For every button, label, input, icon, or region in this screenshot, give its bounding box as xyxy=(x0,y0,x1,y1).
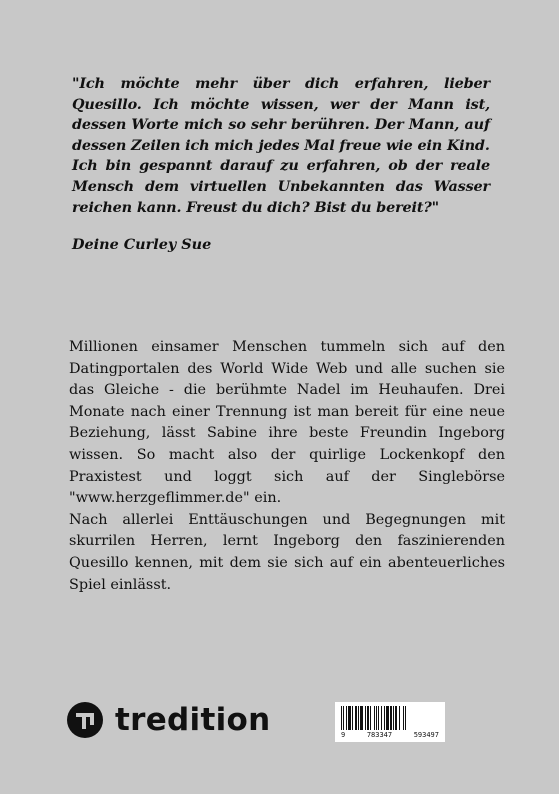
barcode-bar xyxy=(399,706,400,730)
barcode-bar xyxy=(395,706,397,730)
barcode-bar xyxy=(355,706,357,730)
barcode-bar xyxy=(370,706,371,730)
tredition-logo-icon xyxy=(67,702,103,738)
barcode-bar xyxy=(374,706,375,730)
barcode-bar xyxy=(352,706,353,730)
barcode-bar xyxy=(365,706,366,730)
quote-signature: Deine Curley Sue xyxy=(72,236,212,253)
barcode-bar xyxy=(386,706,389,730)
blurb-paragraph: Millionen einsamer Menschen tummeln sich auf den Datingportalen des World Wide Web und alle suchen sie das Gleiche - die berühmte Nadel im Heuhaufen. Drei Monate nach einer Trennung ist man bereit für eine neue Beziehung, lässt Sabine ihre beste Freundin Ingeborg wissen. So macht also der quirlige Lockenkopf den Praxistest und loggt sich auf der Singlebörse "www.herzgeflimmer.de" ein. xyxy=(69,339,505,507)
barcode-digit-group: 9 xyxy=(341,731,346,739)
barcode-bar xyxy=(390,706,392,730)
barcode-bar xyxy=(367,706,369,730)
barcode-bar xyxy=(343,706,344,730)
publisher-name: tredition xyxy=(115,701,271,738)
book-blurb xyxy=(69,337,505,596)
barcode-bar xyxy=(393,706,394,730)
quote-paragraph: "Ich möchte mehr über dich erfahren, lieber Quesillo. Ich möchte wissen, wer der Mann ist, dessen Worte mich so sehr berühren. Der Mann, auf dessen Zeilen ich mich jedes Mal freue wie ein Kind. xyxy=(72,75,490,154)
barcode-bar xyxy=(360,706,363,730)
barcode-bar xyxy=(346,706,347,730)
barcode-bar xyxy=(384,706,385,730)
barcode-bars xyxy=(341,706,439,730)
barcode-bar xyxy=(358,706,359,730)
barcode-bar xyxy=(405,706,406,730)
barcode-digit-group: 783347 xyxy=(366,731,393,739)
barcode-bar xyxy=(378,706,379,730)
barcode-bar xyxy=(348,706,351,730)
barcode-digit-group: 593497 xyxy=(413,731,439,739)
barcode-bar xyxy=(381,706,382,730)
barcode-bar xyxy=(376,706,377,730)
publisher-logo xyxy=(67,702,270,738)
quote-paragraph: Ich bin gespannt darauf zu erfahren, ob der reale Mensch dem virtuellen Unbekannten das Wasser reichen kann. Freust du dich? Bist du bereit?" xyxy=(72,157,490,216)
back-cover-quote xyxy=(72,74,490,218)
barcode-bar xyxy=(403,706,404,730)
isbn-barcode xyxy=(335,702,445,742)
barcode-bar xyxy=(341,706,342,730)
barcode-digits xyxy=(341,731,439,739)
blurb-paragraph: Nach allerlei Enttäuschungen und Begegnungen mit skurrilen Herren, lernt Ingeborg den faszinierenden Quesillo kennen, mit dem sie sich auf ein abenteuerliches Spiel einlässt. xyxy=(69,511,505,593)
